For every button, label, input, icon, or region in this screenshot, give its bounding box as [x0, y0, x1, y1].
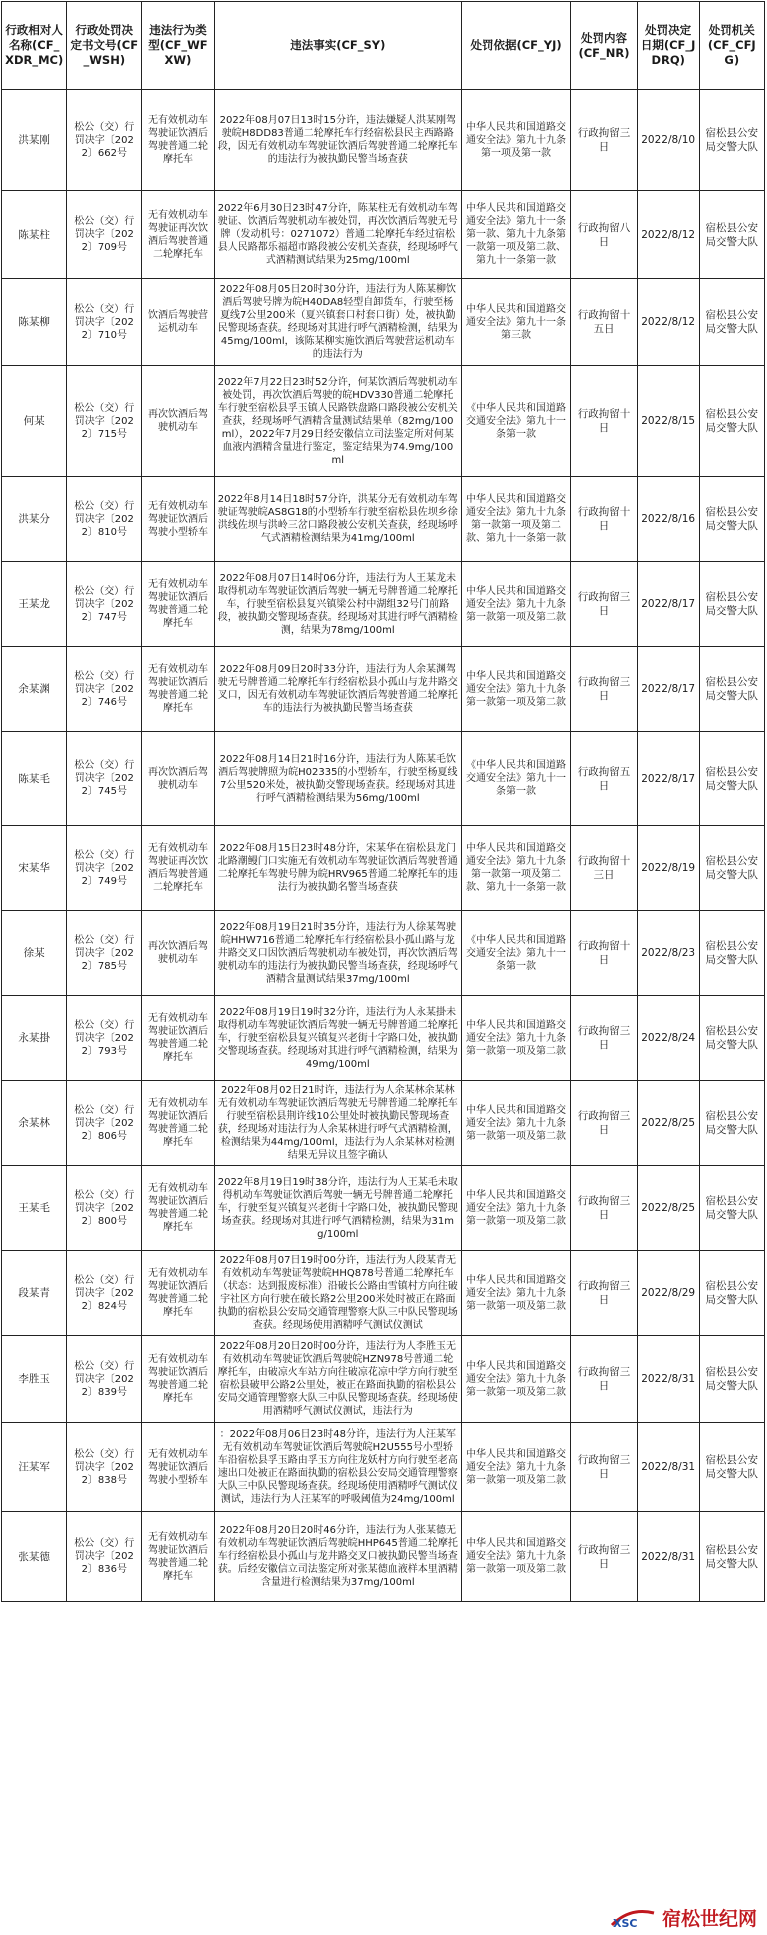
cell-org: 宿松县公安局交警大队	[699, 1423, 764, 1512]
cell-doc-no: 松公（交）行罚决字〔2022〕745号	[67, 732, 142, 826]
cell-facts: 2022年08月15日23时48分许，宋某华在宿松县龙门北路潮鳗门口实施无有效机动车驾驶证饮酒后驾驶普通二轮摩托车驾驶号牌为皖HRV965普通二轮摩托车的违法行为被执勤名警当场查获	[214, 826, 461, 911]
cell-basis: 中华人民共和国道路交通安全法》第九十九条第一款第一项及第二款	[461, 1423, 570, 1512]
cell-date: 2022/8/25	[637, 1166, 699, 1251]
header-doc-no: 行政处罚决定书文号(CF_WSH)	[67, 2, 142, 90]
cell-content: 行政拘留十日	[571, 477, 638, 562]
cell-doc-no: 松公（交）行罚决字〔2022〕838号	[67, 1423, 142, 1512]
cell-name: 徐某	[2, 911, 67, 996]
cell-date: 2022/8/25	[637, 1081, 699, 1166]
cell-doc-no: 松公（交）行罚决字〔2022〕710号	[67, 279, 142, 366]
cell-name: 段某青	[2, 1251, 67, 1336]
cell-basis: 中华人民共和国道路交通安全法》第九十九条第一款第一项及第二款	[461, 996, 570, 1081]
cell-date: 2022/8/31	[637, 1512, 699, 1602]
cell-content: 行政拘留十三日	[571, 826, 638, 911]
cell-org: 宿松县公安局交警大队	[699, 732, 764, 826]
header-basis: 处罚依据(CF_YJ)	[461, 2, 570, 90]
cell-facts: 2022年08月09日20时33分许，违法行为人余某渊驾驶无号牌普通二轮摩托车行经宿松县小孤山与龙井路交叉口，因无有效机动车驾驶证饮酒后驾驶普通二轮摩托车的违法行为被执勤民警当场查获	[214, 647, 461, 732]
cell-type: 无有效机动车驾驶证饮酒后驾驶普通二轮摩托车	[142, 562, 214, 647]
cell-doc-no: 松公（交）行罚决字〔2022〕793号	[67, 996, 142, 1081]
cell-name: 永某掛	[2, 996, 67, 1081]
cell-content: 行政拘留三日	[571, 1336, 638, 1423]
cell-date: 2022/8/17	[637, 647, 699, 732]
cell-type: 饮酒后驾驶营运机动车	[142, 279, 214, 366]
cell-org: 宿松县公安局交警大队	[699, 1512, 764, 1602]
cell-basis: 中华人民共和国道路交通安全法》第九十九条第一款第一项及第二款、第九十一条第一款	[461, 826, 570, 911]
cell-org: 宿松县公安局交警大队	[699, 996, 764, 1081]
cell-type: 无有效机动车驾驶证饮酒后驾驶普通二轮摩托车	[142, 647, 214, 732]
cell-basis: 中华人民共和国道路交通安全法》第九十一条第三款	[461, 279, 570, 366]
table-row	[2, 1423, 765, 1512]
cell-name: 陈某柳	[2, 279, 67, 366]
cell-basis: 中华人民共和国道路交通安全法》第九十九条第一款第一项及第二款	[461, 1081, 570, 1166]
header-org: 处罚机关(CF_CFJG)	[699, 2, 764, 90]
cell-org: 宿松县公安局交警大队	[699, 1081, 764, 1166]
cell-org: 宿松县公安局交警大队	[699, 562, 764, 647]
cell-org: 宿松县公安局交警大队	[699, 911, 764, 996]
table-row	[2, 647, 765, 732]
cell-content: 行政拘留三日	[571, 647, 638, 732]
cell-content: 行政拘留三日	[571, 1081, 638, 1166]
cell-type: 无有效机动车驾驶证饮酒后驾驶小型轿车	[142, 477, 214, 562]
cell-type: 无有效机动车驾驶证饮酒后驾驶普通二轮摩托车	[142, 90, 214, 191]
cell-name: 陈某毛	[2, 732, 67, 826]
table-row	[2, 562, 765, 647]
cell-basis: 《中华人民共和国道路交通安全法》第九十一条第一款	[461, 366, 570, 477]
cell-date: 2022/8/12	[637, 279, 699, 366]
cell-date: 2022/8/24	[637, 996, 699, 1081]
cell-doc-no: 松公（交）行罚决字〔2022〕662号	[67, 90, 142, 191]
cell-org: 宿松县公安局交警大队	[699, 647, 764, 732]
cell-facts: 2022年08月14日21时16分许，违法行为人陈某毛饮酒后驾驶牌照为皖H02335的小型轿车，行驶至杨夏线7公里520米处，被执勤交警现场查获。经现场对其进行呼气酒精检测结果为56mg/100ml	[214, 732, 461, 826]
cell-type: 无有效机动车驾驶证饮酒后驾驶普通二轮摩托车	[142, 996, 214, 1081]
cell-content: 行政拘留十五日	[571, 279, 638, 366]
cell-basis: 《中华人民共和国道路交通安全法》第九十一条第一款	[461, 911, 570, 996]
cell-name: 洪某分	[2, 477, 67, 562]
cell-org: 宿松县公安局交警大队	[699, 477, 764, 562]
cell-doc-no: 松公（交）行罚决字〔2022〕785号	[67, 911, 142, 996]
cell-facts: 2022年7月22日23时52分许，何某饮酒后驾驶机动车被处罚，再次饮酒后驾驶的皖HDV330普通二轮摩托车行驶至宿松县孚玉镇人民路铁盘路口路段被公安机关查获，经现场呼气酒精含量测试结果单（82mg/100ml），2022年7月29日经安徽信立司法鉴定所对何某血液内酒精含量进行鉴定，鉴定结果为74.9mg/100ml	[214, 366, 461, 477]
cell-date: 2022/8/16	[637, 477, 699, 562]
cell-date: 2022/8/23	[637, 911, 699, 996]
cell-name: 陈某柱	[2, 191, 67, 279]
cell-name: 王某毛	[2, 1166, 67, 1251]
header-facts: 违法事实(CF_SY)	[214, 2, 461, 90]
cell-facts: 2022年08月07日14时06分许，违法行为人王某龙未取得机动车驾驶证饮酒后驾驶一辆无号牌普通二轮摩托车，行驶至宿松县复兴镇梁公村中湖组32号门前路段，被执勤交警现场查获。经现场对其进行呼气酒精检测，结果为78mg/100ml	[214, 562, 461, 647]
cell-date: 2022/8/31	[637, 1423, 699, 1512]
cell-name: 余某林	[2, 1081, 67, 1166]
cell-basis: 中华人民共和国道路交通安全法》第九十九条第一款第一项及第二款	[461, 562, 570, 647]
cell-doc-no: 松公（交）行罚决字〔2022〕715号	[67, 366, 142, 477]
header-row	[2, 2, 765, 90]
site-watermark	[604, 1902, 763, 1933]
cell-content: 行政拘留三日	[571, 1423, 638, 1512]
cell-facts: 2022年8月14日18时57分许，洪某分无有效机动车驾驶证驾驶皖AS8G18的小型轿车行驶至宿松县佐坝乡徐洪线佐坝与洪岭三岔口路段被公安机关查获，经现场呼气式酒精检测结果为41mg/100ml	[214, 477, 461, 562]
table-row	[2, 1251, 765, 1336]
cell-type: 无有效机动车驾驶证饮酒后驾驶普通二轮摩托车	[142, 1251, 214, 1336]
cell-name: 王某龙	[2, 562, 67, 647]
header-type: 违法行为类型(CF_WFXW)	[142, 2, 214, 90]
table-row	[2, 279, 765, 366]
cell-type: 无有效机动车驾驶证饮酒后驾驶普通二轮摩托车	[142, 1336, 214, 1423]
cell-content: 行政拘留八日	[571, 191, 638, 279]
cell-type: 无有效机动车驾驶证饮酒后驾驶小型轿车	[142, 1423, 214, 1512]
cell-facts: 2022年08月19日19时32分许，违法行为人永某掛未取得机动车驾驶证饮酒后驾驶一辆无号牌普通二轮摩托车，行驶至宿松县复兴镇复兴老街十字路口处，被执勤交警现场查获。经现场对其进行呼气酒精检测，结果为49mg/100ml	[214, 996, 461, 1081]
cell-content: 行政拘留三日	[571, 90, 638, 191]
table-row	[2, 732, 765, 826]
header-name: 行政相对人名称(CF_XDR_MC)	[2, 2, 67, 90]
cell-date: 2022/8/17	[637, 732, 699, 826]
cell-name: 洪某刚	[2, 90, 67, 191]
cell-date: 2022/8/31	[637, 1336, 699, 1423]
cell-basis: 中华人民共和国道路交通安全法》第九十九条第一款第一项及第二款	[461, 1251, 570, 1336]
table-row	[2, 1081, 765, 1166]
table-row	[2, 477, 765, 562]
cell-facts: 2022年08月20日20时00分许，违法行为人李胜玉无有效机动车驾驶证饮酒后驾驶皖HZN978号普通二轮摩托车，由破凉火车站方向往破凉花凉中学方向行驶至宿松县破甲公路2公里处，被正在路面执勤的宿松县公安局交通管理警察大队三中队民警现场查获。经现场使用酒精呼气测试仪测试，违法行为	[214, 1336, 461, 1423]
cell-content: 行政拘留十日	[571, 366, 638, 477]
cell-facts: 2022年08月05日20时30分许，违法行为人陈某柳饮酒后驾驶号牌为皖H40DA8轻型自卸货车，行驶至杨夏线7公里200米（夏兴镇套口村套口街）处，被执勤民警现场查获。经现场对其进行呼气酒精检测，结果为45mg/100ml，该陈某柳实施饮酒后驾驶营运机动车的违法行为	[214, 279, 461, 366]
cell-org: 宿松县公安局交警大队	[699, 1166, 764, 1251]
table-row	[2, 90, 765, 191]
penalty-table	[1, 1, 765, 1602]
svg-text:XSC: XSC	[612, 1916, 638, 1930]
cell-date: 2022/8/10	[637, 90, 699, 191]
cell-org: 宿松县公安局交警大队	[699, 366, 764, 477]
cell-date: 2022/8/15	[637, 366, 699, 477]
cell-content: 行政拘留三日	[571, 996, 638, 1081]
table-row	[2, 191, 765, 279]
cell-date: 2022/8/29	[637, 1251, 699, 1336]
cell-content: 行政拘留三日	[571, 562, 638, 647]
cell-name: 汪某军	[2, 1423, 67, 1512]
cell-content: 行政拘留三日	[571, 1166, 638, 1251]
header-date: 处罚决定日期(CF_JDRQ)	[637, 2, 699, 90]
cell-facts: 2022年08月02日21时许，违法行为人余某林余某林无有效机动车驾驶证饮酒后驾驶无号牌普通二轮摩托车行驶至宿松县荆许线10公里处时被执勤民警现场查获，经现场对违法行为人余某林进行呼气式酒精检测，检测结果为44mg/100ml，违法行为人余某林对检测结果无异议且签字确认	[214, 1081, 461, 1166]
cell-doc-no: 松公（交）行罚决字〔2022〕839号	[67, 1336, 142, 1423]
cell-basis: 中华人民共和国道路交通安全法》第九十九条第一款第一项及第二款	[461, 1166, 570, 1251]
cell-doc-no: 松公（交）行罚决字〔2022〕810号	[67, 477, 142, 562]
cell-type: 无有效机动车驾驶证饮酒后驾驶普通二轮摩托车	[142, 1166, 214, 1251]
table-row	[2, 911, 765, 996]
cell-facts: 2022年08月07日13时15分许，违法嫌疑人洪某刚驾驶皖H8DD83普通二轮摩托车行经宿松县民主西路路段，因无有效机动车驾驶证饮酒后驾驶普通二轮摩托车的违法行为被执勤民警当场查获	[214, 90, 461, 191]
cell-basis: 中华人民共和国道路交通安全法》第九十九条第一款第一项及第二款	[461, 647, 570, 732]
cell-name: 李胜玉	[2, 1336, 67, 1423]
cell-basis: 中华人民共和国道路交通安全法》第九十九条第一款第一项及第二款、第九十一条第一款	[461, 477, 570, 562]
cell-facts: 2022年6月30日23时47分许，陈某柱无有效机动车驾驶证、饮酒后驾驶机动车被处罚，再次饮酒后驾驶无号牌（发动机号：0271072）普通二轮摩托车经过宿松县人民路都乐福超市路段被公安机关查获，经现场呼气式酒精测试结果为25mg/100ml	[214, 191, 461, 279]
header-content: 处罚内容(CF_NR)	[571, 2, 638, 90]
cell-org: 宿松县公安局交警大队	[699, 279, 764, 366]
cell-basis: 中华人民共和国道路交通安全法》第九十一条第一款、第九十九条第一款第一项及第二款、第九十一条第一款	[461, 191, 570, 279]
cell-basis: 中华人民共和国道路交通安全法》第九十九条第一款第一项及第二款	[461, 1336, 570, 1423]
cell-doc-no: 松公（交）行罚决字〔2022〕749号	[67, 826, 142, 911]
table-row	[2, 366, 765, 477]
table-row	[2, 826, 765, 911]
cell-type: 再次饮酒后驾驶机动车	[142, 732, 214, 826]
cell-doc-no: 松公（交）行罚决字〔2022〕836号	[67, 1512, 142, 1602]
cell-content: 行政拘留三日	[571, 1512, 638, 1602]
cell-name: 何某	[2, 366, 67, 477]
site-logo-icon	[610, 1905, 656, 1931]
cell-org: 宿松县公安局交警大队	[699, 90, 764, 191]
cell-basis: 中华人民共和国道路交通安全法》第九十九条第一款第一项及第二款	[461, 1512, 570, 1602]
table-row	[2, 1166, 765, 1251]
cell-org: 宿松县公安局交警大队	[699, 1336, 764, 1423]
cell-type: 无有效机动车驾驶证再次饮酒后驾驶普通二轮摩托车	[142, 826, 214, 911]
cell-facts: ：2022年08月06日23时48分许，违法行为人汪某军无有效机动车驾驶证饮酒后驾驶皖H2U555号小型轿车沿宿松县孚玉路由孚玉方向往龙妖村方向行驶至老高速出口处被正在路面执勤的宿松县公安局交通管理警察大队三中队民警现场查获。经现场使用酒精呼气测试仪测试，违法行为人汪某军的呼吸阈值为24mg/100ml	[214, 1423, 461, 1512]
cell-type: 再次饮酒后驾驶机动车	[142, 366, 214, 477]
table-row	[2, 996, 765, 1081]
cell-org: 宿松县公安局交警大队	[699, 1251, 764, 1336]
cell-basis: 《中华人民共和国道路交通安全法》第九十一条第一款	[461, 732, 570, 826]
cell-basis: 中华人民共和国道路交通安全法》第九十九条第一项及第一款	[461, 90, 570, 191]
cell-date: 2022/8/12	[637, 191, 699, 279]
cell-content: 行政拘留五日	[571, 732, 638, 826]
cell-content: 行政拘留十日	[571, 911, 638, 996]
table-row	[2, 1512, 765, 1602]
cell-name: 余某渊	[2, 647, 67, 732]
cell-doc-no: 松公（交）行罚决字〔2022〕800号	[67, 1166, 142, 1251]
cell-doc-no: 松公（交）行罚决字〔2022〕806号	[67, 1081, 142, 1166]
cell-org: 宿松县公安局交警大队	[699, 826, 764, 911]
cell-facts: 2022年8月19日19时38分许，违法行为人王某毛未取得机动车驾驶证饮酒后驾驶一辆无号牌普通二轮摩托车，行驶至复兴镇复兴老街十字路口处，被执勤民警现场查获。经现场对其进行呼气酒精检测，结果为31mg/100ml	[214, 1166, 461, 1251]
cell-facts: 2022年08月19日21时35分许，违法行为人徐某驾驶皖HHW716普通二轮摩托车行经宿松县小孤山路与龙井路交叉口因饮酒后驾驶机动车被处罚，再次饮酒后驾驶机动车的违法行为被执勤民警当场查获，经现场呼气酒精含量测试结果37mg/100ml	[214, 911, 461, 996]
site-name: 宿松世纪网	[661, 1908, 757, 1930]
cell-doc-no: 松公（交）行罚决字〔2022〕824号	[67, 1251, 142, 1336]
cell-name: 张某德	[2, 1512, 67, 1602]
cell-doc-no: 松公（交）行罚决字〔2022〕747号	[67, 562, 142, 647]
cell-date: 2022/8/17	[637, 562, 699, 647]
cell-type: 无有效机动车驾驶证再次饮酒后驾驶普通二轮摩托车	[142, 191, 214, 279]
cell-doc-no: 松公（交）行罚决字〔2022〕709号	[67, 191, 142, 279]
cell-org: 宿松县公安局交警大队	[699, 191, 764, 279]
cell-name: 宋某华	[2, 826, 67, 911]
cell-facts: 2022年08月07日19时00分许，违法行为人段某青无有效机动车驾驶证驾驶皖HHQ878号普通二轮摩托车（状态：达到报废标准）沿破长公路由雪镇村方向往破宇社区方向行驶在破长路2公里200米处时被正在路面执勤的宿松县公安局交通管理警察大队三中队民警现场查获。经现场使用酒精呼气测试仪测试	[214, 1251, 461, 1336]
cell-date: 2022/8/19	[637, 826, 699, 911]
cell-facts: 2022年08月20日20时46分许，违法行为人张某德无有效机动车驾驶证饮酒后驾驶皖HHP645普通二轮摩托车行经宿松县小孤山与龙井路交叉口被执勤民警当场查获。后经安徽信立司法鉴定所对张某德血液样本里酒精含量进行检测结果为37mg/100ml	[214, 1512, 461, 1602]
cell-type: 无有效机动车驾驶证饮酒后驾驶普通二轮摩托车	[142, 1081, 214, 1166]
table-row	[2, 1336, 765, 1423]
cell-type: 再次饮酒后驾驶机动车	[142, 911, 214, 996]
cell-type: 无有效机动车驾驶证饮酒后驾驶普通二轮摩托车	[142, 1512, 214, 1602]
cell-content: 行政拘留三日	[571, 1251, 638, 1336]
cell-doc-no: 松公（交）行罚决字〔2022〕746号	[67, 647, 142, 732]
